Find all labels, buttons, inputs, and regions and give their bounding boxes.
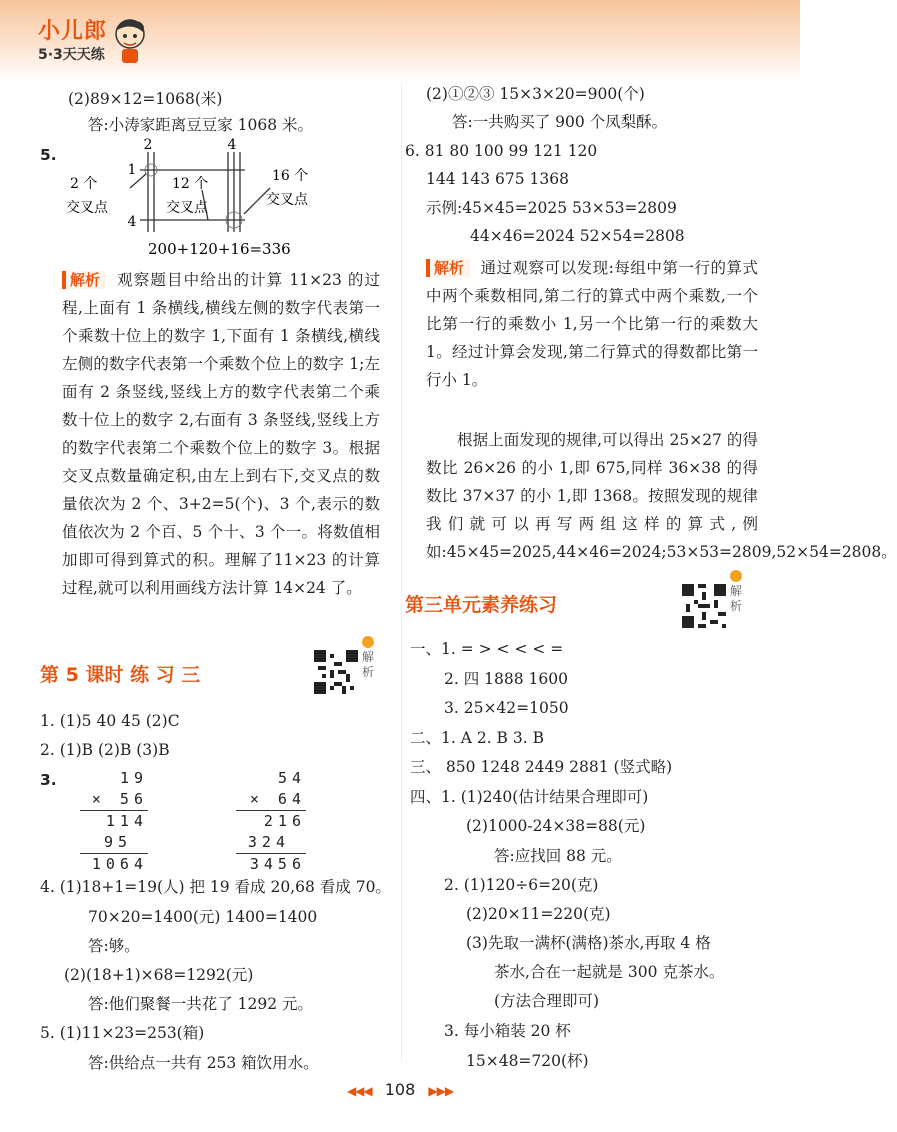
diagram-label-mid-2: 交叉点	[166, 200, 208, 216]
left-line-2: 答:小涛家距离豆豆家 1068 米。	[88, 116, 314, 134]
answer-4-line-2: 70×20=1400(元) 1400=1400	[88, 908, 318, 926]
right-line-3: 6. 81 80 100 99 121 120	[405, 142, 598, 160]
qr-icon	[682, 584, 726, 628]
mult2-row-4: 324	[247, 833, 290, 851]
play-icon	[730, 570, 742, 582]
diagram-label-left-1: 2 个	[70, 176, 98, 192]
mult1-row-5: 1064	[80, 853, 148, 875]
diagram-label-right-1: 16 个	[272, 168, 309, 184]
right-analysis-2: 根据上面发现的规律,可以得出 25×27 的得数比 26×26 的小 1,即 675,同样 36×38 的得数比 37×37 的小 1,即 1368。按照发现的规律我们就可以再写两组这样的算式,例如:45×45=2025,44×46=2024;53×53=2809,52×54=2808。	[426, 431, 897, 561]
answer-1: 1. (1)5 40 45 (2)C	[40, 712, 180, 730]
answer-4-line-5: 答:他们聚餐一共花了 1292 元。	[88, 995, 314, 1013]
unit3-line-15: 15×48=720(杯)	[466, 1052, 589, 1070]
unit3-line-12: 茶水,合在一起就是 300 克茶水。	[494, 963, 725, 981]
right-line-6: 44×46=2024 52×54=2808	[470, 227, 685, 245]
mult1-row-3: 114	[80, 810, 148, 832]
mascot-icon	[112, 16, 148, 66]
unit3-line-11: (3)先取一满杯(满格)茶水,再取 4 格	[466, 934, 711, 952]
qr-label: 解析	[730, 584, 743, 613]
diagram-left-2: 4	[127, 214, 137, 230]
diagram-label-mid-1: 12 个	[172, 176, 209, 192]
right-line-4: 144 143 675 1368	[426, 170, 569, 188]
series-name: 5·3天天练	[38, 47, 105, 63]
column-divider	[401, 82, 402, 1062]
left-analysis-text: 观察题目中给出的计算 11×23 的过程,上面有 1 条横线,横线左侧的数字代表第一个乘数十位上的数字 1,下面有 1 条横线,横线左侧的数字代表第一个乘数个位上的数字 1;左面有 2 条竖线,竖线上方的数字代表第二个乘数十位上的数字 2,右面有 3 条竖线,竖线上方的数字代表第二个乘数个位上的数字 3。根据交叉点数量确定积,由左上到右下,交叉点的数量依次为 2 个、3+2=5(个)、3 个,表示的数值依次为 2 个百、5 个十、3 个一。将数值相加即可得到算式的积。理解了11×23 的计算过程,就可以利用画线方法计算 14×24 了。	[62, 271, 380, 597]
mult1-row-1: 19	[119, 769, 148, 787]
diagram-top-2: 4	[227, 137, 237, 153]
diagram-equation: 200+120+16=336	[148, 240, 291, 258]
mult2-row-3: 216	[236, 810, 306, 832]
diagram-top-1: 2	[143, 137, 153, 153]
crossing-line-diagram	[60, 137, 350, 260]
unit3-line-2: 2. 四 1888 1600	[444, 670, 568, 688]
mult1-row-2: × 56	[91, 790, 148, 808]
answer-2: 2. (1)B (2)B (3)B	[40, 741, 170, 759]
right-line-2: 答:一共购买了 900 个凤梨酥。	[452, 113, 668, 131]
unit3-line-5: 三、 850 1248 2449 2881 (竖式略)	[410, 758, 673, 776]
play-icon	[362, 636, 374, 648]
lesson5-title: 第 5 课时 练 习 三	[40, 664, 201, 686]
diagram-left-1: 1	[127, 162, 137, 178]
vertical-multiplication-2	[236, 768, 306, 875]
diagram-label-left-2: 交叉点	[66, 200, 108, 216]
mult2-row-1: 54	[277, 769, 306, 787]
unit3-line-6: 四、1. (1)240(估计结果合理即可)	[410, 788, 649, 806]
answer-5-line-2: 答:供给点一共有 253 箱饮用水。	[88, 1054, 319, 1072]
answer-3-number: 3.	[40, 771, 57, 789]
right-analysis-badge: 解析	[426, 259, 470, 277]
unit3-line-14: 3. 每小箱装 20 杯	[444, 1022, 571, 1040]
q5-number: 5.	[40, 146, 57, 164]
answer-4-line-1: 4. (1)18+1=19(人) 把 19 看成 20,68 看成 70。	[40, 878, 391, 896]
prev-arrows-icon: ◀◀◀	[346, 1084, 372, 1098]
unit3-title: 第三单元素养练习	[405, 594, 558, 616]
brand-logo	[38, 14, 148, 70]
mult1-row-4: 95	[103, 833, 132, 851]
left-analysis	[62, 266, 380, 602]
mult2-row-5: 3456	[236, 853, 306, 875]
qr-label: 解析	[362, 650, 375, 679]
unit3-line-13: (方法合理即可)	[494, 992, 600, 1010]
right-analysis	[426, 254, 758, 394]
unit3-line-10: (2)20×11=220(克)	[466, 905, 611, 923]
qr-icon	[314, 650, 358, 694]
right-line-1: (2)①②③ 15×3×20=900(个)	[426, 85, 645, 103]
unit3-line-9: 2. (1)120÷6=20(克)	[444, 876, 599, 894]
right-qr-code[interactable]	[682, 584, 743, 628]
diagram-label-right-2: 交叉点	[266, 192, 308, 208]
next-arrows-icon: ▶▶▶	[428, 1084, 454, 1098]
right-line-5: 示例:45×45=2025 53×53=2809	[426, 199, 677, 217]
left-qr-code[interactable]	[314, 650, 375, 694]
unit3-line-4: 二、1. A 2. B 3. B	[410, 729, 544, 747]
unit3-line-8: 答:应找回 88 元。	[494, 847, 622, 865]
answer-4-line-4: (2)(18+1)×68=1292(元)	[64, 966, 254, 984]
answer-4-line-3: 答:够。	[88, 937, 140, 955]
unit3-line-3: 3. 25×42=1050	[444, 699, 569, 717]
unit3-line-1: 一、1. = > < < < =	[410, 640, 564, 658]
right-analysis-text-1: 通过观察可以发现:每组中第一行的算式中两个乘数相同,第二行的算式中两个乘数,一个比第一行的乘数小 1,另一个比第一行的乘数大 1。经过计算会发现,第二行算式的得数都比第一行小 1。	[426, 259, 758, 389]
answer-5-line-1: 5. (1)11×23=253(箱)	[40, 1024, 205, 1042]
left-line-1: (2)89×12=1068(米)	[68, 90, 223, 108]
mult2-row-2: × 64	[249, 790, 306, 808]
page-footer	[0, 1080, 800, 1099]
analysis-badge: 解析	[62, 271, 106, 289]
page-number: 108	[384, 1080, 416, 1099]
unit3-line-7: (2)1000-24×38=88(元)	[466, 817, 646, 835]
vertical-multiplication-1	[80, 768, 148, 875]
brand-name: 小儿郎	[38, 19, 108, 44]
